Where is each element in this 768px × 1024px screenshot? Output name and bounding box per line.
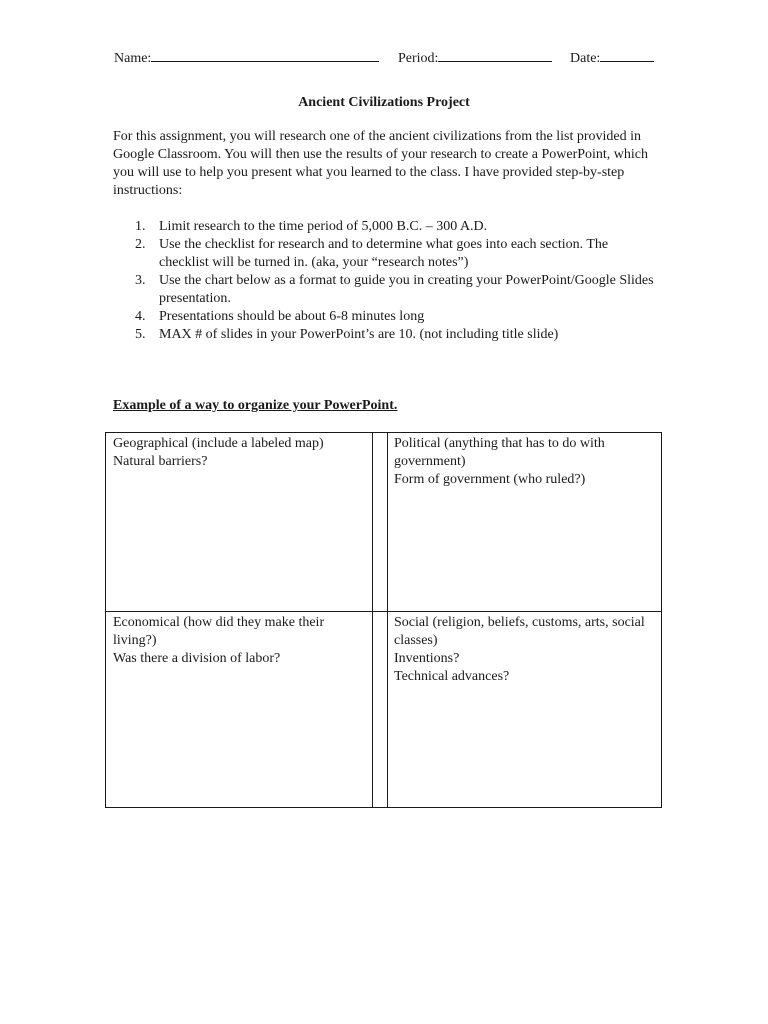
cell-line: Was there a division of labor? [113, 651, 281, 666]
list-item [113, 326, 658, 344]
list-item [113, 218, 658, 236]
header-fields [114, 47, 659, 67]
cell-line: Social (religion, beliefs, customs, arts, social classes) [394, 615, 645, 648]
cell-line: Inventions? [394, 651, 460, 666]
cell-political[interactable] [394, 435, 656, 489]
list-text: Use the chart below as a format to guide you in creating your PowerPoint/Google Slides presentation. [159, 273, 654, 306]
list-item [113, 236, 658, 272]
date-field[interactable] [570, 47, 654, 67]
organizer-table [105, 432, 662, 808]
cell-line: Natural barriers? [113, 454, 208, 469]
list-text: MAX # of slides in your PowerPoint’s are 10. (not including title slide) [159, 327, 559, 342]
period-label: Period: [398, 51, 439, 66]
page-title: Ancient Civilizations Project [298, 95, 470, 110]
instructions-list [113, 218, 658, 344]
cell-economical[interactable] [113, 614, 368, 668]
name-field[interactable] [114, 47, 379, 67]
period-blank[interactable] [438, 47, 552, 62]
list-number: 5. [135, 327, 146, 342]
name-blank[interactable] [151, 47, 379, 62]
list-text: Presentations should be about 6-8 minutes long [159, 309, 425, 324]
list-number: 3. [135, 273, 146, 288]
cell-line: Political (anything that has to do with government) [394, 436, 605, 469]
cell-social[interactable] [394, 614, 656, 686]
table-divider [372, 433, 373, 807]
list-number: 1. [135, 219, 146, 234]
list-number: 4. [135, 309, 146, 324]
list-item [113, 308, 658, 326]
list-number: 2. [135, 237, 146, 252]
table-divider [387, 433, 388, 807]
cell-line: Technical advances? [394, 669, 510, 684]
period-field[interactable] [398, 47, 552, 67]
cell-geographical[interactable] [113, 435, 368, 471]
date-label: Date: [570, 51, 601, 66]
list-item [113, 272, 658, 308]
list-text: Limit research to the time period of 5,000 B.C. – 300 A.D. [159, 219, 488, 234]
list-text: Use the checklist for research and to determine what goes into each section. The checklist will be turned in. (aka, your “research notes”) [159, 237, 609, 270]
cell-line: Geographical (include a labeled map) [113, 436, 324, 451]
cell-line: Economical (how did they make their living?) [113, 615, 325, 648]
example-heading: Example of a way to organize your PowerPoint. [113, 398, 398, 413]
date-blank[interactable] [600, 47, 654, 62]
intro-paragraph: For this assignment, you will research one of the ancient civilizations from the list provided in Google Classroom. You will then use the results of your research to create a PowerPoint, which you will use to help you present what you learned to the class. I have provided step-by-step instructions: [113, 129, 649, 198]
cell-line: Form of government (who ruled?) [394, 472, 586, 487]
table-divider [106, 611, 661, 612]
name-label: Name: [114, 51, 152, 66]
